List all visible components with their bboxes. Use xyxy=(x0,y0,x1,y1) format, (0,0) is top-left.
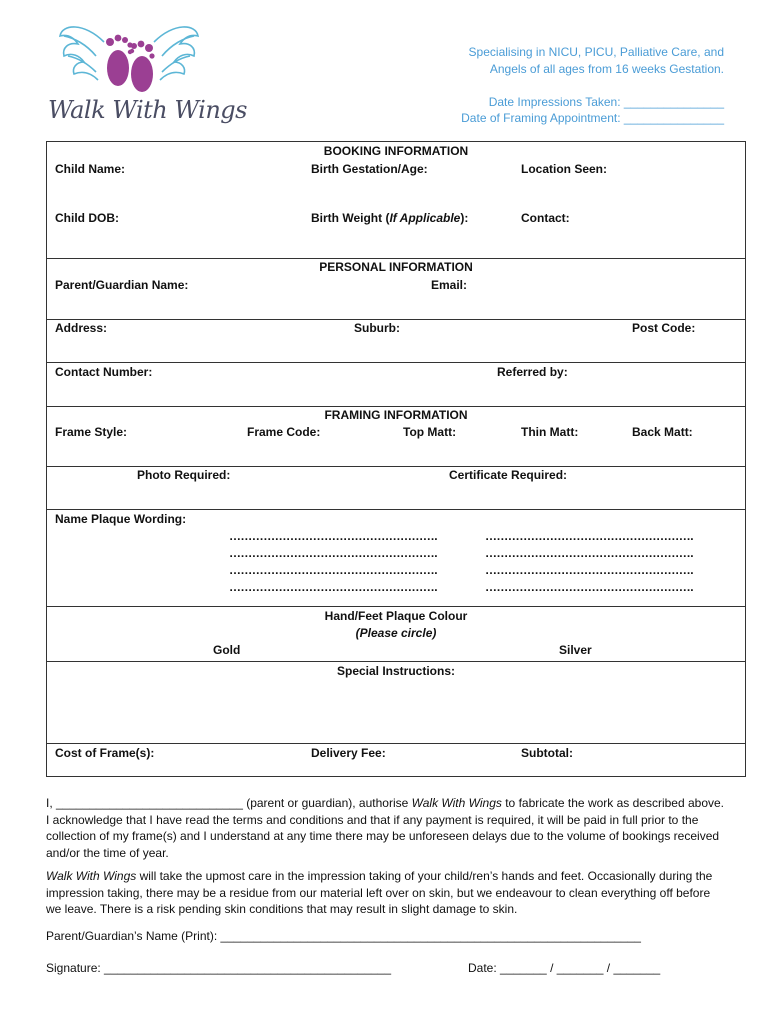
birth-weight-field[interactable]: Birth Weight (If Applicable): xyxy=(311,211,469,225)
divider xyxy=(47,258,745,259)
birth-gestation-field[interactable]: Birth Gestation/Age: xyxy=(311,162,428,176)
plaque-line-left[interactable]: ………………………………………………. xyxy=(229,563,437,577)
frame-code-field[interactable]: Frame Code: xyxy=(247,425,321,439)
certificate-required-field[interactable]: Certificate Required: xyxy=(449,468,568,482)
date-of-framing-appointment[interactable]: Date of Framing Appointment: _______________ xyxy=(461,111,724,125)
divider xyxy=(47,319,745,320)
tagline-line-2: Angels of all ages from 16 weeks Gestation. xyxy=(489,62,724,76)
divider xyxy=(47,466,745,467)
plaque-line-right[interactable]: ………………………………………………. xyxy=(485,529,693,543)
referred-by-field[interactable]: Referred by: xyxy=(497,365,568,379)
divider xyxy=(47,661,745,662)
tagline-line-1: Specialising in NICU, PICU, Palliative Care, and xyxy=(468,45,724,59)
divider xyxy=(47,406,745,407)
plaque-line-right[interactable]: ………………………………………………. xyxy=(485,580,693,594)
plaque-colour-heading: Hand/Feet Plaque Colour xyxy=(324,609,468,623)
please-circle-note: (Please circle) xyxy=(355,626,437,640)
photo-required-field[interactable]: Photo Required: xyxy=(137,468,231,482)
parent-guardian-name-field[interactable]: Parent/Guardian Name: xyxy=(55,278,189,292)
address-field[interactable]: Address: xyxy=(55,321,108,335)
thin-matt-field[interactable]: Thin Matt: xyxy=(521,425,579,439)
date-impressions-taken[interactable]: Date Impressions Taken: _______________ xyxy=(488,95,724,109)
walk-with-wings-logo xyxy=(44,22,214,144)
special-instructions-label[interactable]: Special Instructions: xyxy=(336,664,456,678)
plaque-line-right[interactable]: ………………………………………………. xyxy=(485,563,693,577)
authorisation-paragraph: I, ____________________________ (parent or guardian), authorise Walk With Wings to fabricate the work as described above. I acknowledge that I have read the terms and conditions and that if any payment is required, it will be paid in full prior to the collection of my frame(s) and I understand at any time there may be unforeseen delays due to the volume of bookings received and/or the time of year. xyxy=(46,796,725,860)
subtotal-field[interactable]: Subtotal: xyxy=(521,746,573,760)
divider xyxy=(47,606,745,607)
plaque-colour-silver-option[interactable]: Silver xyxy=(559,643,592,657)
booking-information-heading: BOOKING INFORMATION xyxy=(323,144,469,158)
framing-information-heading: FRAMING INFORMATION xyxy=(324,408,468,422)
plaque-line-left[interactable]: ………………………………………………. xyxy=(229,580,437,594)
brand-name: Walk With Wings xyxy=(48,96,247,124)
contact-field[interactable]: Contact: xyxy=(521,211,570,225)
top-matt-field[interactable]: Top Matt: xyxy=(403,425,457,439)
divider xyxy=(47,743,745,744)
frame-style-field[interactable]: Frame Style: xyxy=(55,425,128,439)
suburb-field[interactable]: Suburb: xyxy=(354,321,400,335)
email-field[interactable]: Email: xyxy=(431,278,468,292)
contact-number-field[interactable]: Contact Number: xyxy=(55,365,153,379)
back-matt-field[interactable]: Back Matt: xyxy=(632,425,693,439)
location-seen-field[interactable]: Location Seen: xyxy=(521,162,608,176)
post-code-field[interactable]: Post Code: xyxy=(632,321,696,335)
delivery-fee-field[interactable]: Delivery Fee: xyxy=(311,746,386,760)
child-dob-field[interactable]: Child DOB: xyxy=(55,211,119,225)
care-disclaimer-paragraph: Walk With Wings will take the upmost care in the impression taking of your child/ren’s hands and feet. Occasionally during the impression taking, there may be a residue from our material left over on skin, but we endeavour to clean everything off before we leave. There is a risk pending skin conditions that may result in slight damage to skin. xyxy=(46,869,713,916)
print-name-field[interactable]: Parent/Guardian’s Name (Print): _______________________________________________________________ xyxy=(46,929,641,943)
personal-information-heading: PERSONAL INFORMATION xyxy=(319,260,473,274)
plaque-line-left[interactable]: ………………………………………………. xyxy=(229,529,437,543)
signature-field[interactable]: Signature: ___________________________________________ xyxy=(46,961,392,975)
divider xyxy=(47,362,745,363)
cost-of-frames-field[interactable]: Cost of Frame(s): xyxy=(55,746,155,760)
plaque-line-left[interactable]: ………………………………………………. xyxy=(229,546,437,560)
baby-feet-icon xyxy=(106,35,155,92)
plaque-line-right[interactable]: ………………………………………………. xyxy=(485,546,693,560)
child-name-field[interactable]: Child Name: xyxy=(55,162,126,176)
booking-form-table xyxy=(46,141,746,777)
divider xyxy=(47,509,745,510)
plaque-colour-gold-option[interactable]: Gold xyxy=(213,643,241,657)
name-plaque-wording-label: Name Plaque Wording: xyxy=(55,512,187,526)
date-field[interactable]: Date: _______ / _______ / _______ xyxy=(468,961,661,975)
